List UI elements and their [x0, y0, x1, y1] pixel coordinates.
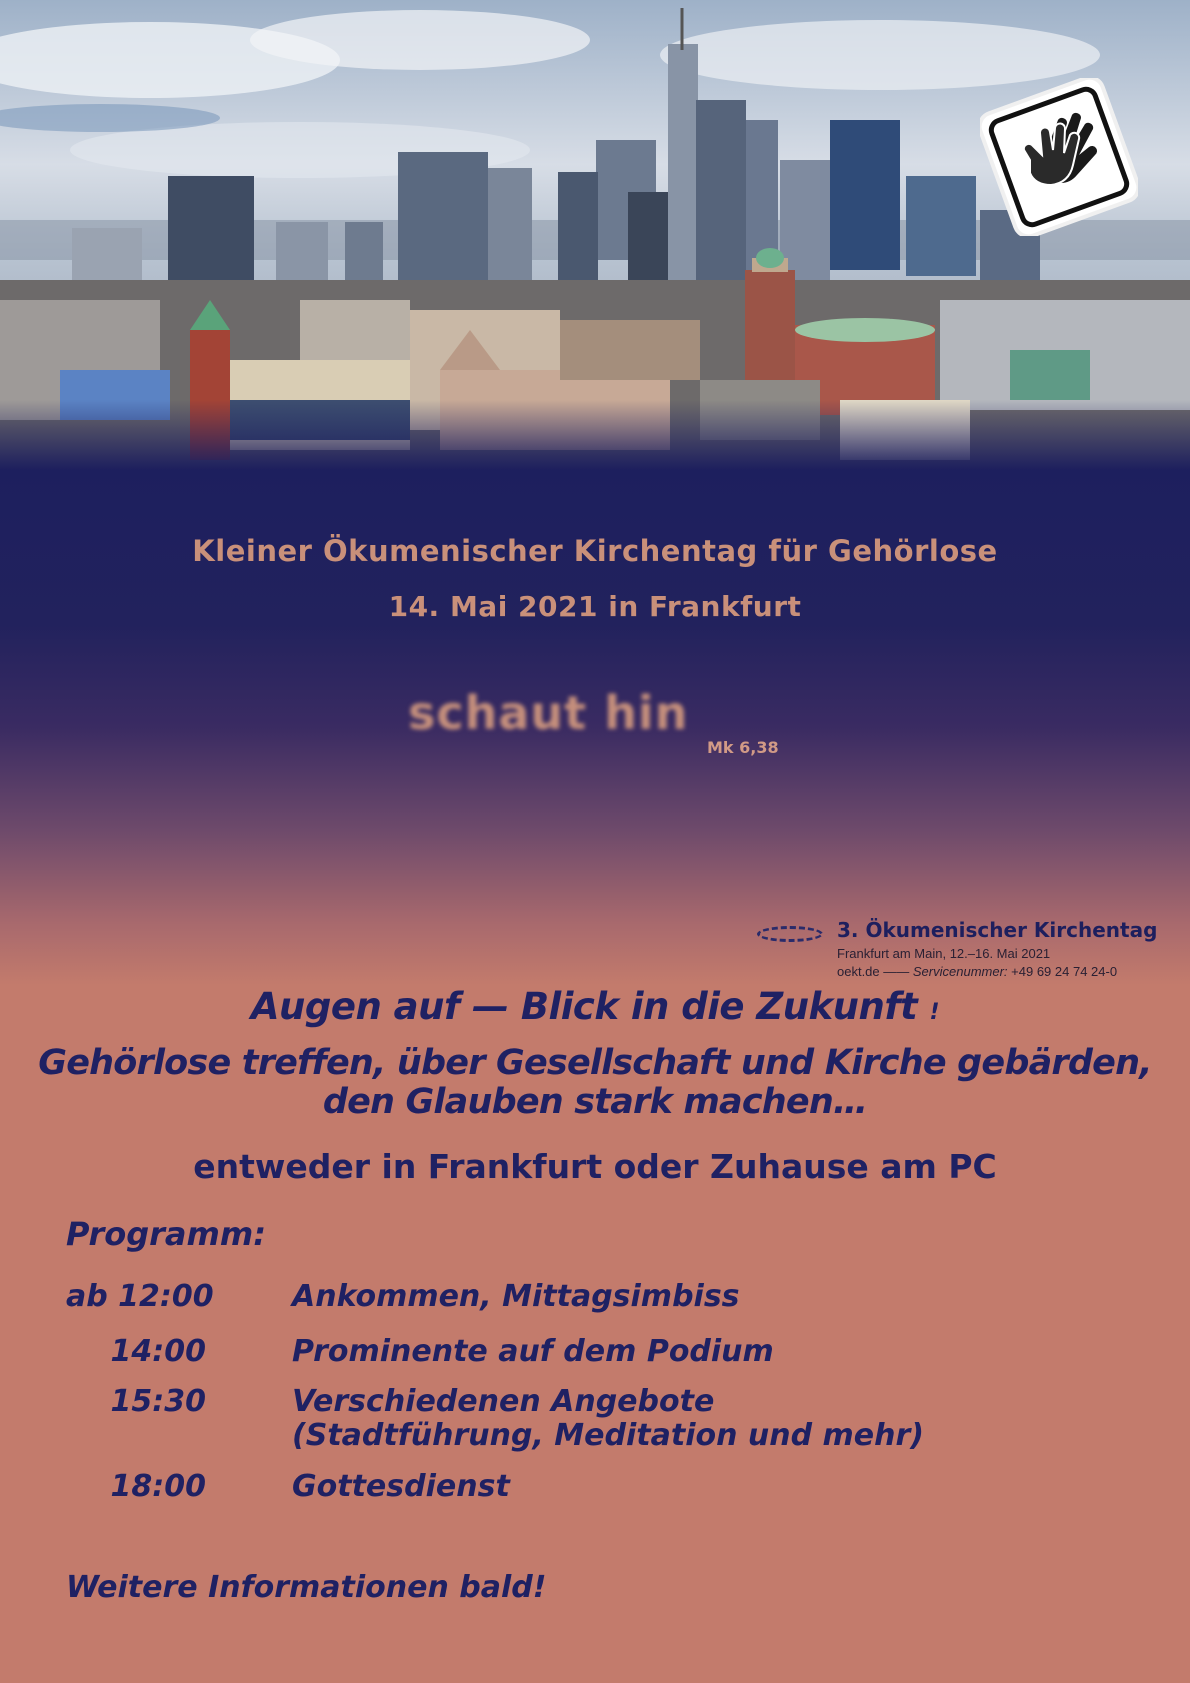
intro-headline-mark: ! [929, 1000, 940, 1025]
event-title: Kleiner Ökumenischer Kirchentag für Gehörlose [192, 534, 998, 568]
program-time: 14:00 [110, 1334, 206, 1369]
sign-language-hands-icon [980, 78, 1138, 236]
program-desc: Ankommen, Mittagsimbiss [292, 1279, 740, 1314]
intro-line-3: den Glauben stark machen… [322, 1082, 868, 1122]
intro-headline-text: Augen auf — Blick in die Zukunft [250, 985, 918, 1028]
oekt-service-number: +49 69 24 74 24-0 [1011, 964, 1118, 979]
event-date: 14. Mai 2021 in Frankfurt [388, 590, 802, 623]
oekt-url: oekt.de [837, 964, 880, 979]
program-desc-detail: (Stadtführung, Meditation und mehr) [292, 1418, 924, 1453]
program-desc: Verschiedenen Angebote [292, 1384, 715, 1419]
oekt-name: 3. Ökumenischer Kirchentag [837, 918, 1158, 942]
motto-reference: Mk 6,38 [707, 738, 779, 757]
oekt-subtitle: Frankfurt am Main, 12.–16. Mai 2021 [837, 946, 1051, 961]
program-time: 18:00 [110, 1469, 206, 1504]
program-desc: Gottesdienst [292, 1469, 510, 1504]
event-banner [0, 470, 1190, 985]
program-desc: Prominente auf dem Podium [292, 1334, 774, 1369]
more-info-note: Weitere Informationen bald! [66, 1570, 547, 1605]
motto: schaut hin [408, 686, 689, 740]
oekt-service-label: Servicenummer: [912, 964, 1008, 979]
program-label: Programm: [66, 1215, 266, 1253]
program-time: 15:30 [110, 1384, 206, 1419]
intro-headline [0, 985, 1190, 1028]
oekt-ring-icon [757, 926, 823, 942]
oekt-contact: oekt.de —— Servicenummer: +49 69 24 74 24-0 [837, 964, 1118, 979]
program-time: ab 12:00 [66, 1279, 214, 1314]
intro-line-4: entweder in Frankfurt oder Zuhause am PC [193, 1147, 997, 1186]
intro-line-2: Gehörlose treffen, über Gesellschaft und Kirche gebärden, [38, 1043, 1152, 1083]
